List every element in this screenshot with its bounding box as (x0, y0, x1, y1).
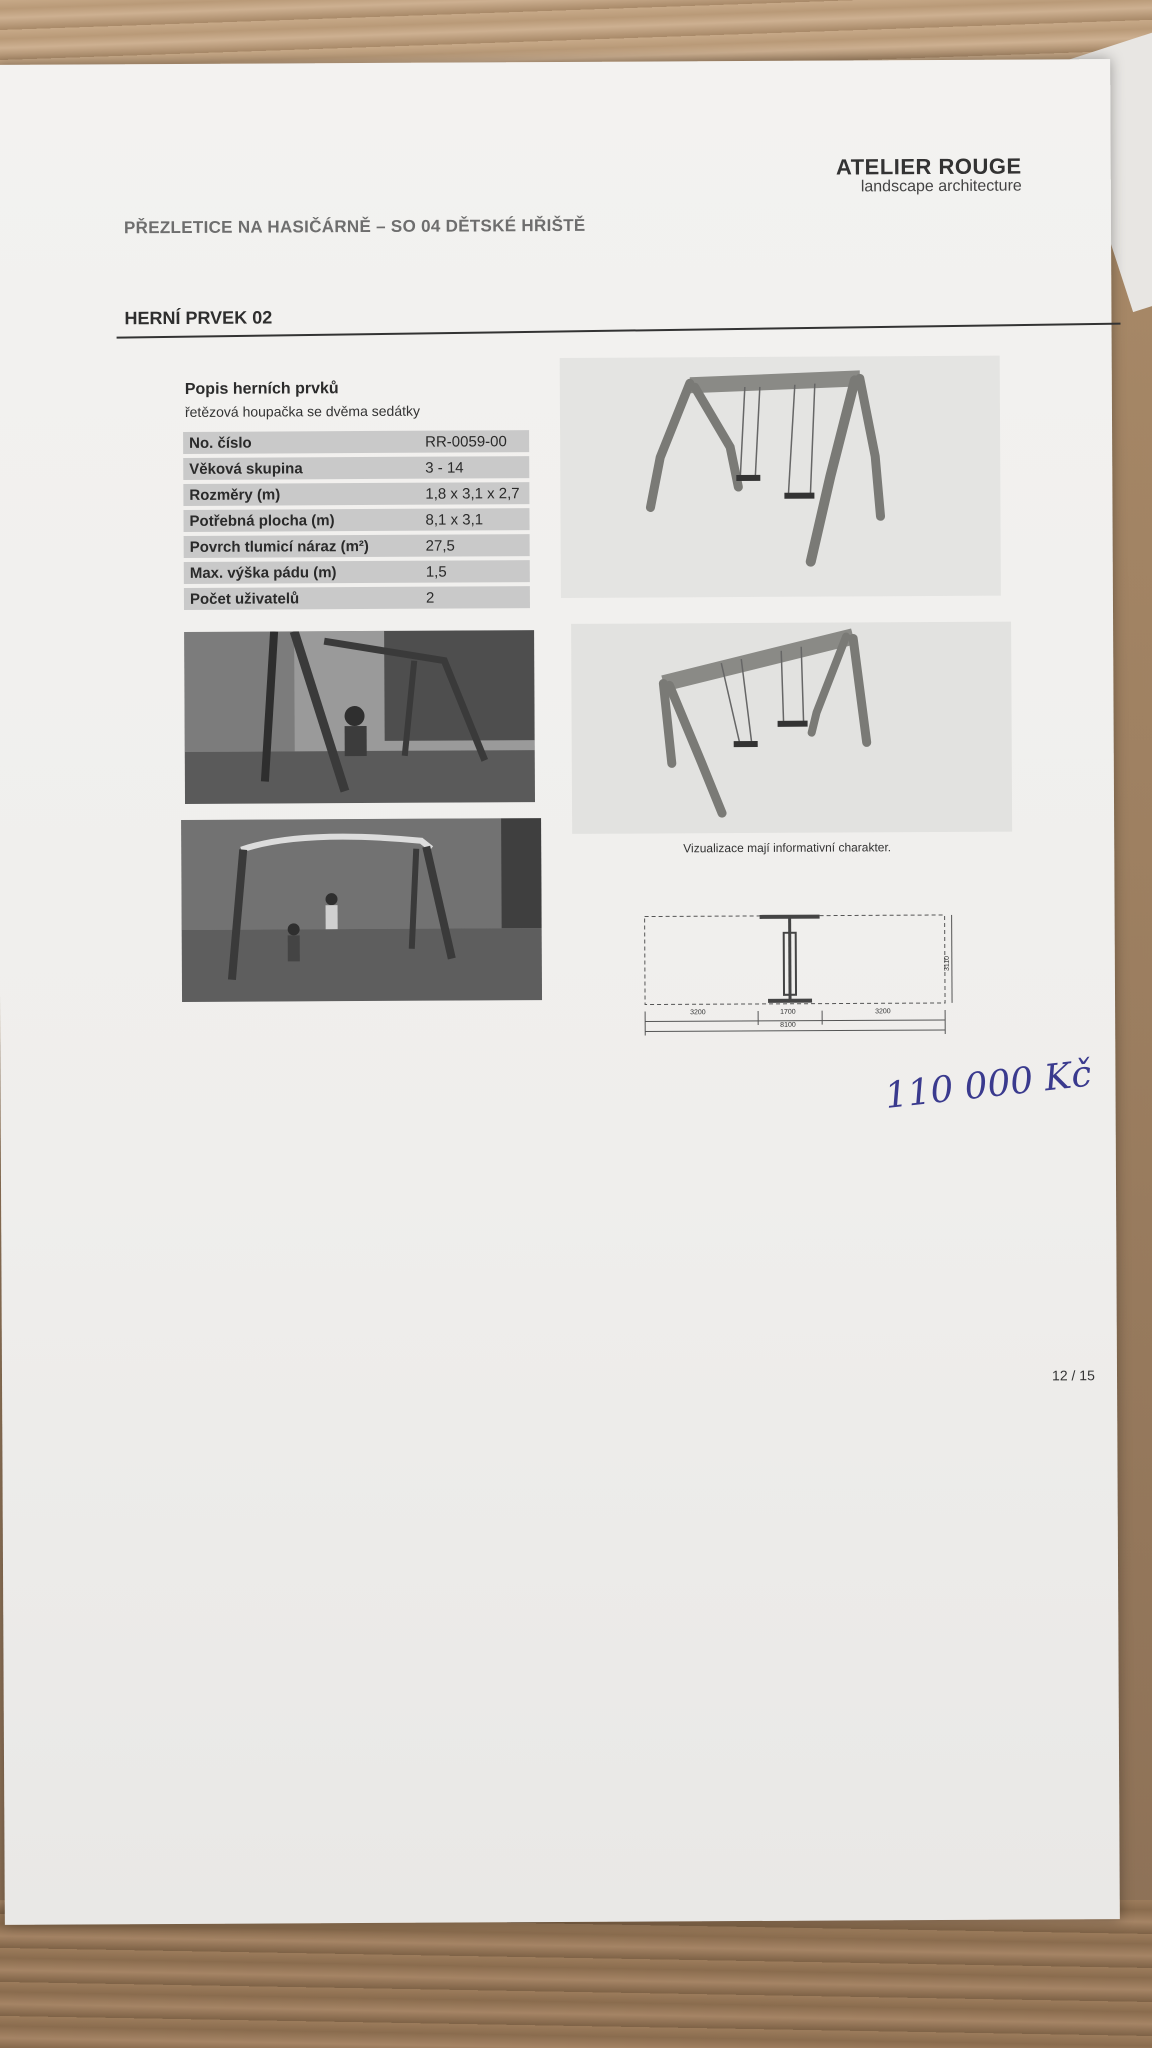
photo-swing-in-use (184, 630, 535, 804)
spec-label: Počet uživatelů (189, 589, 300, 608)
brand-block (796, 154, 1022, 197)
photo-swing-frame (181, 818, 542, 1002)
spec-value: 1,5 (425, 563, 447, 581)
swing-render-1 (560, 356, 1001, 598)
spec-label: Max. výška pádu (m) (189, 563, 337, 582)
brand-subtitle: landscape architecture (860, 177, 1022, 196)
swing-render-2-graphic (571, 622, 1012, 834)
handwritten-price-note: 110 000 Kč (882, 1053, 1094, 1118)
dim-left: 3200 (690, 1009, 706, 1017)
spec-value: 27,5 (425, 537, 455, 555)
spec-row (183, 508, 529, 532)
spec-label: No. číslo (189, 434, 252, 452)
spec-label: Potřebná plocha (m) (189, 511, 335, 530)
spec-value: 2 (425, 589, 435, 607)
spec-row (183, 456, 529, 480)
spec-value: 1,8 x 3,1 x 2,7 (425, 484, 520, 503)
project-title: PŘEZLETICE NA HASIČÁRNĚ – SO 04 DĚTSKÉ HŘIŠTĚ (123, 215, 586, 238)
brand-name: ATELIER ROUGE (835, 153, 1022, 180)
swing-render-2 (571, 622, 1012, 834)
document-page (0, 59, 1120, 1925)
spec-row (183, 430, 529, 454)
spec-label: Rozměry (m) (189, 485, 281, 504)
spec-row (184, 586, 530, 610)
spec-row (184, 534, 530, 558)
dim-total: 8100 (780, 1021, 796, 1029)
technical-drawing-graphic (640, 910, 961, 1042)
swing-render-1-graphic (560, 356, 1001, 598)
spec-value: 3 - 14 (425, 458, 464, 477)
dim-right: 3200 (875, 1008, 891, 1016)
dim-height: 3110 (943, 955, 951, 972)
spec-label: Povrch tlumicí náraz (m²) (189, 537, 369, 556)
spec-row (184, 560, 530, 584)
spec-label: Věková skupina (189, 459, 303, 478)
photo-swing-in-use-graphic (184, 630, 535, 804)
page-number: 12 / 15 (1051, 1367, 1095, 1384)
spec-value: RR-0059-00 (425, 432, 507, 451)
technical-drawing (640, 910, 961, 1042)
visualization-caption: Vizualizace mají informativní charakter. (683, 840, 892, 856)
description-subtitle: řetězová houpačka se dvěma sedátky (184, 402, 421, 420)
description-title: Popis herních prvků (184, 380, 339, 398)
spec-value: 8,1 x 3,1 (425, 510, 484, 529)
spec-table (183, 430, 530, 614)
spec-row (183, 482, 529, 506)
photo-swing-frame-graphic (181, 818, 542, 1002)
dim-center: 1700 (780, 1008, 796, 1016)
section-title: HERNÍ PRVEK 02 (124, 307, 273, 329)
